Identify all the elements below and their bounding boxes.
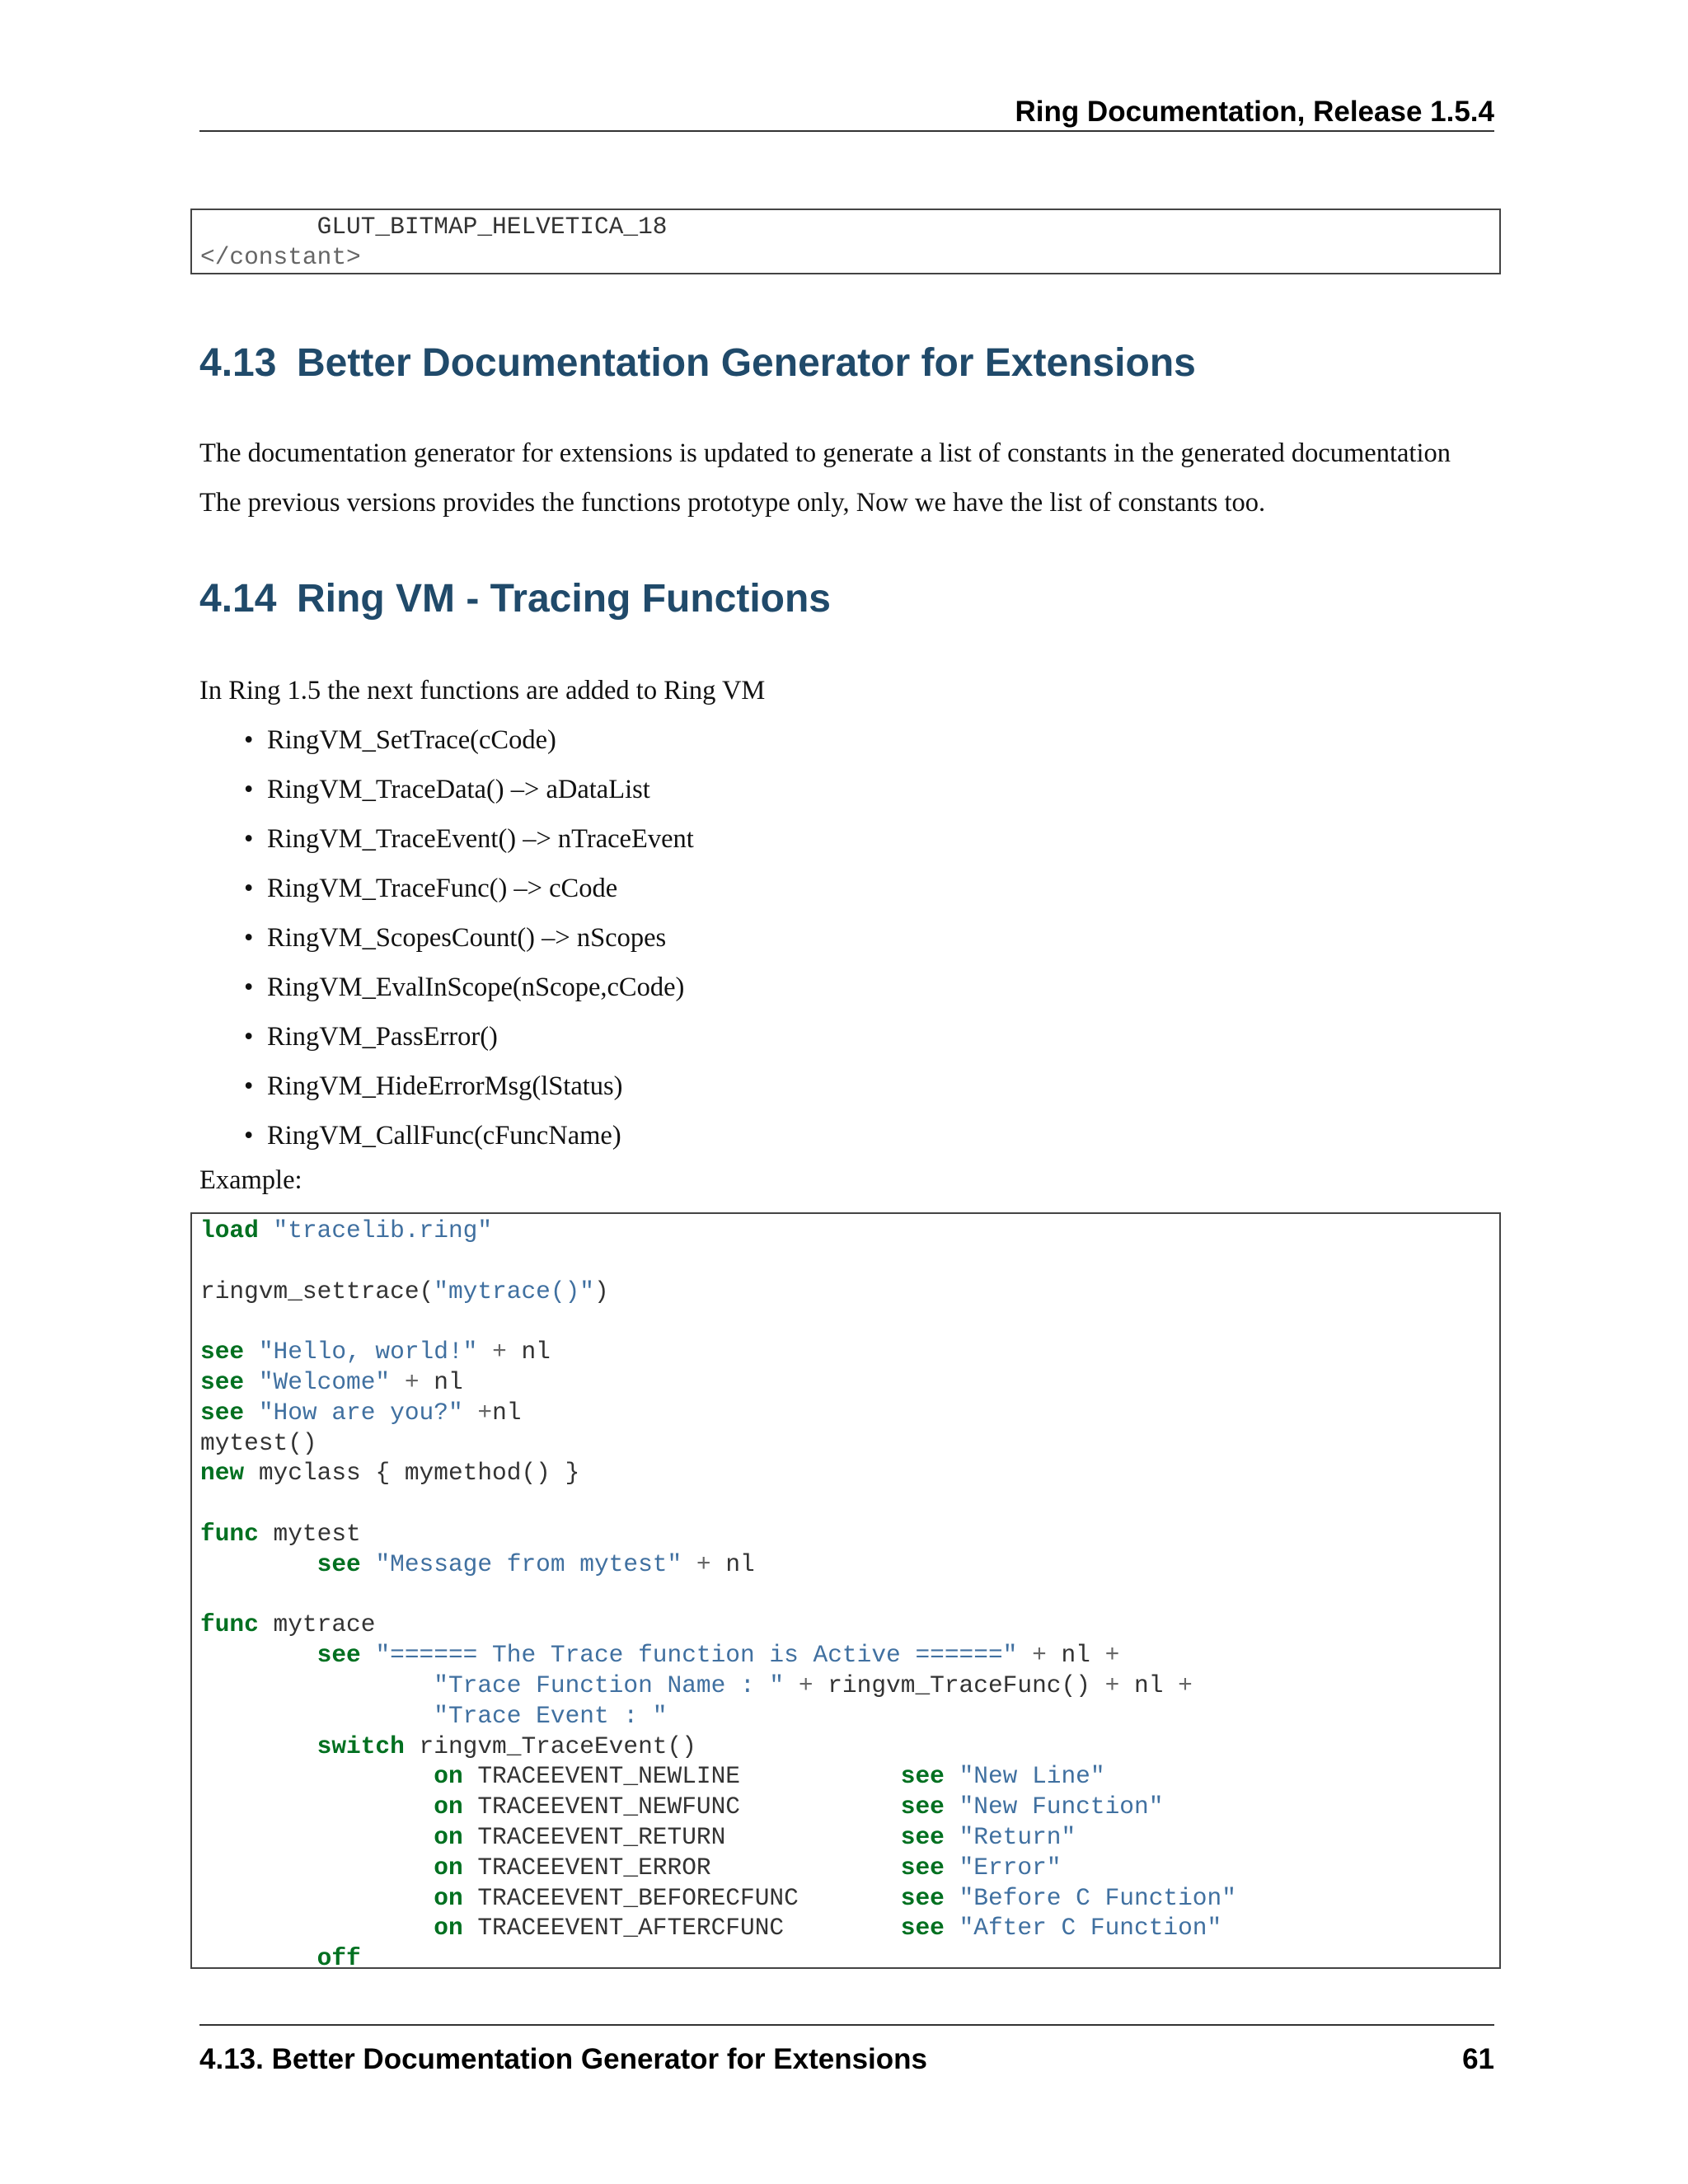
paragraph-generator-update: The documentation generator for extensions is updated to generate a list of constants in the generated documentation <box>199 438 1451 468</box>
code-line: ringvm_settrace("mytrace()") <box>200 1277 609 1305</box>
section-heading-4-13 <box>199 340 1196 386</box>
section-title-text: Ring VM - Tracing Functions <box>297 577 831 621</box>
section-number: 4.14 <box>199 577 277 621</box>
code-line: mytest() <box>200 1428 317 1457</box>
intro-paragraph: In Ring 1.5 the next functions are added to Ring VM <box>199 676 766 705</box>
header-rule <box>199 130 1494 132</box>
code-line: load "tracelib.ring" <box>200 1216 493 1244</box>
list-item: • RingVM_TraceFunc() –> cCode <box>244 874 618 903</box>
code-block-constants <box>190 209 1501 274</box>
list-item: • RingVM_SetTrace(cCode) <box>244 725 556 755</box>
code-line <box>200 1246 1491 1277</box>
list-item: • RingVM_TraceData() –> aDataList <box>244 775 650 804</box>
code-line: on TRACEEVENT_AFTERCFUNC see "After C Function" <box>434 1914 1222 1943</box>
section-title-text: Better Documentation Generator for Extensions <box>297 341 1196 385</box>
code-line: GLUT_BITMAP_HELVETICA_18 <box>316 213 668 241</box>
code-line: on TRACEEVENT_BEFORECFUNC see "Before C Function" <box>434 1883 1236 1912</box>
code-line: see "====== The Trace function is Active ======" + nl + <box>316 1641 1120 1670</box>
example-label: Example: <box>199 1165 302 1195</box>
function-list <box>199 724 694 1169</box>
code-line: see "How are you?" +nl <box>200 1398 522 1427</box>
running-header: Ring Documentation, Release 1.5.4 <box>1015 96 1494 128</box>
list-item: • RingVM_EvalInScope(nScope,cCode) <box>244 972 685 1002</box>
code-line: func mytrace <box>200 1610 376 1639</box>
paragraph-previous-versions: The previous versions provides the functions prototype only, Now we have the list of constants too. <box>199 488 1266 518</box>
footer-section-title: 4.13. Better Documentation Generator for Extensions <box>199 2043 927 2075</box>
list-item: • RingVM_PassError() <box>244 1022 498 1052</box>
code-line: on TRACEEVENT_ERROR see "Error" <box>434 1853 1062 1882</box>
code-line: on TRACEEVENT_RETURN see "Return" <box>434 1822 1076 1851</box>
code-line: on TRACEEVENT_NEWFUNC see "New Function" <box>434 1793 1164 1821</box>
list-item: • RingVM_CallFunc(cFuncName) <box>244 1121 621 1151</box>
code-line: switch ringvm_TraceEvent() <box>316 1732 696 1760</box>
code-line: new myclass { mymethod() } <box>200 1459 580 1488</box>
code-line <box>200 1580 1491 1610</box>
code-line <box>200 1488 1491 1519</box>
code-line: on TRACEEVENT_NEWLINE see "New Line" <box>434 1762 1105 1791</box>
code-line: see "Hello, world!" + nl <box>200 1338 551 1366</box>
page-number: 61 <box>1462 2043 1494 2075</box>
code-line <box>200 1306 1491 1337</box>
code-line: func mytest <box>200 1519 361 1548</box>
footer-rule <box>199 2024 1494 2026</box>
code-line: see "Message from mytest" + nl <box>316 1549 755 1578</box>
list-item: • RingVM_TraceEvent() –> nTraceEvent <box>244 824 694 854</box>
code-line: "Trace Function Name : " + ringvm_TraceFunc() + nl + <box>434 1671 1193 1699</box>
section-heading-4-14 <box>199 576 831 621</box>
list-item: • RingVM_HideErrorMsg(lStatus) <box>244 1071 623 1101</box>
section-number: 4.13 <box>199 341 277 385</box>
code-line: off <box>316 1944 361 1973</box>
code-block-example <box>190 1212 1501 1973</box>
code-line: "Trace Event : " <box>434 1701 668 1730</box>
code-line: </constant> <box>200 242 361 271</box>
list-item: • RingVM_ScopesCount() –> nScopes <box>244 923 667 953</box>
code-line: see "Welcome" + nl <box>200 1367 463 1396</box>
